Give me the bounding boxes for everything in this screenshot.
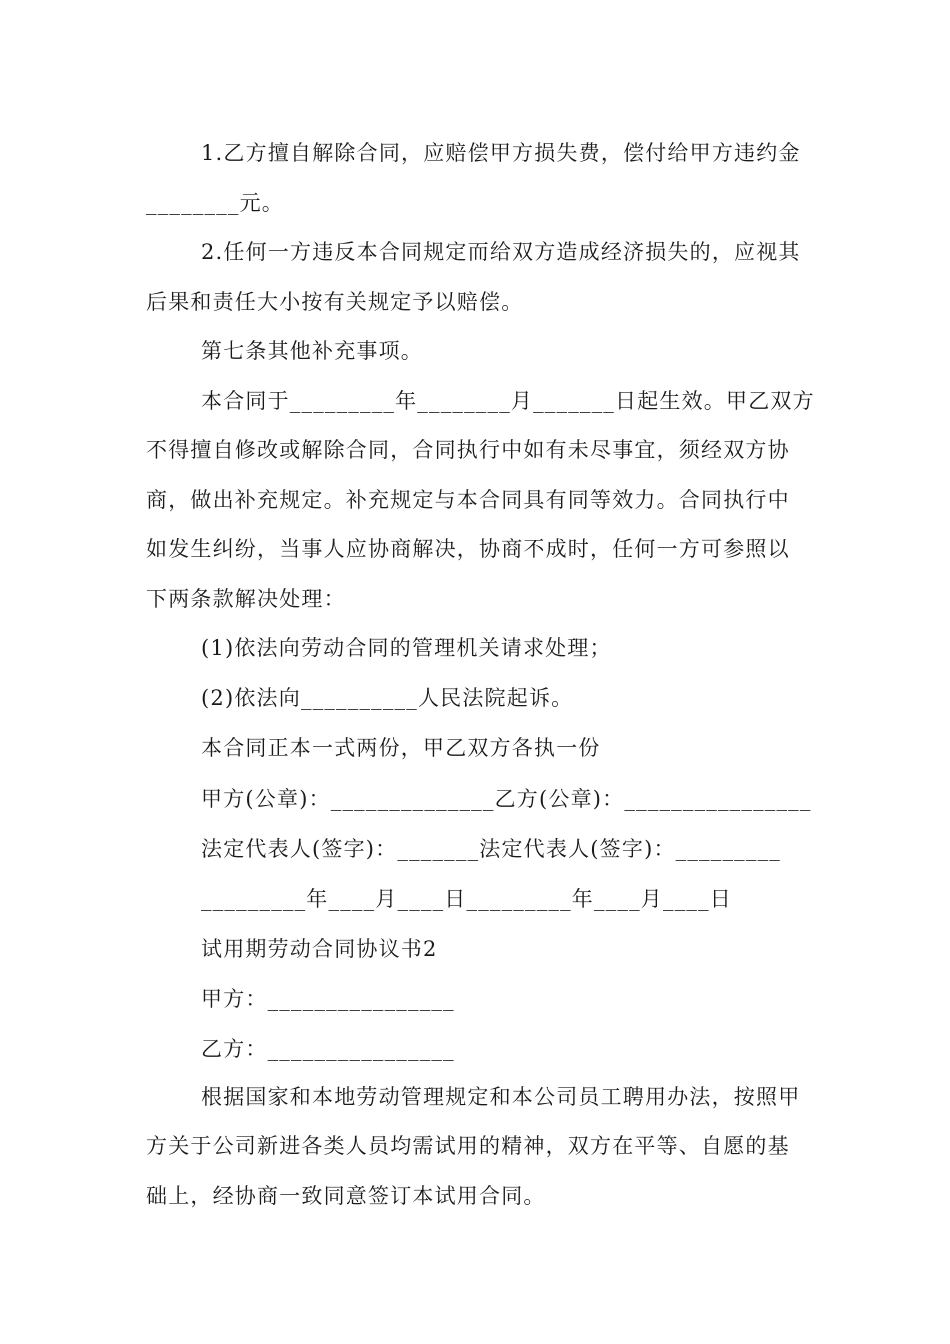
clause-2-line-1: 2.任何一方违反本合同规定而给双方造成经济损失的，应视其 — [201, 240, 801, 264]
party-b-field: 乙方：________________ — [201, 1037, 455, 1061]
section-title-2: 试用期劳动合同协议书2 — [201, 937, 438, 961]
effective-date-line-2: 不得擅自修改或解除合同，合同执行中如有未尽事宜，须经双方协 — [146, 438, 790, 462]
effective-date-line-3: 商，做出补充规定。补充规定与本合同具有同等效力。合同执行中 — [146, 488, 790, 512]
copies-statement: 本合同正本一式两份，甲乙双方各执一份 — [201, 736, 601, 760]
party-a-field: 甲方：________________ — [201, 987, 455, 1011]
party-seal-line: 甲方(公章)：______________乙方(公章)：________________ — [201, 787, 812, 811]
representative-signature-line: 法定代表人(签字)：_______法定代表人(签字)：_________ — [201, 837, 781, 861]
article-7-heading: 第七条其他补充事项。 — [201, 339, 423, 363]
clause-1-line-1: 1.乙方擅自解除合同，应赔偿甲方损失费，偿付给甲方违约金 — [201, 141, 801, 165]
effective-date-line-4: 如发生纠纷，当事人应协商解决，协商不成时，任何一方可参照以 — [146, 537, 790, 561]
clause-1-line-2: ________元。 — [146, 191, 284, 215]
dispute-option-1: (1)依法向劳动合同的管理机关请求处理； — [201, 636, 612, 660]
preamble-line-1: 根据国家和本地劳动管理规定和本公司员工聘用办法，按照甲 — [201, 1085, 801, 1109]
signature-date-line: _________年____月____日_________年____月____日 — [201, 887, 732, 911]
effective-date-line-5: 下两条款解决处理： — [146, 587, 346, 611]
preamble-line-2: 方关于公司新进各类人员均需试用的精神，双方在平等、自愿的基 — [146, 1134, 790, 1158]
preamble-line-3: 础上，经协商一致同意签订本试用合同。 — [146, 1184, 546, 1208]
clause-2-line-2: 后果和责任大小按有关规定予以赔偿。 — [146, 290, 524, 314]
dispute-option-2: (2)依法向__________人民法院起诉。 — [201, 686, 574, 710]
effective-date-line-1: 本合同于_________年________月_______日起生效。甲乙双方 — [201, 389, 815, 413]
